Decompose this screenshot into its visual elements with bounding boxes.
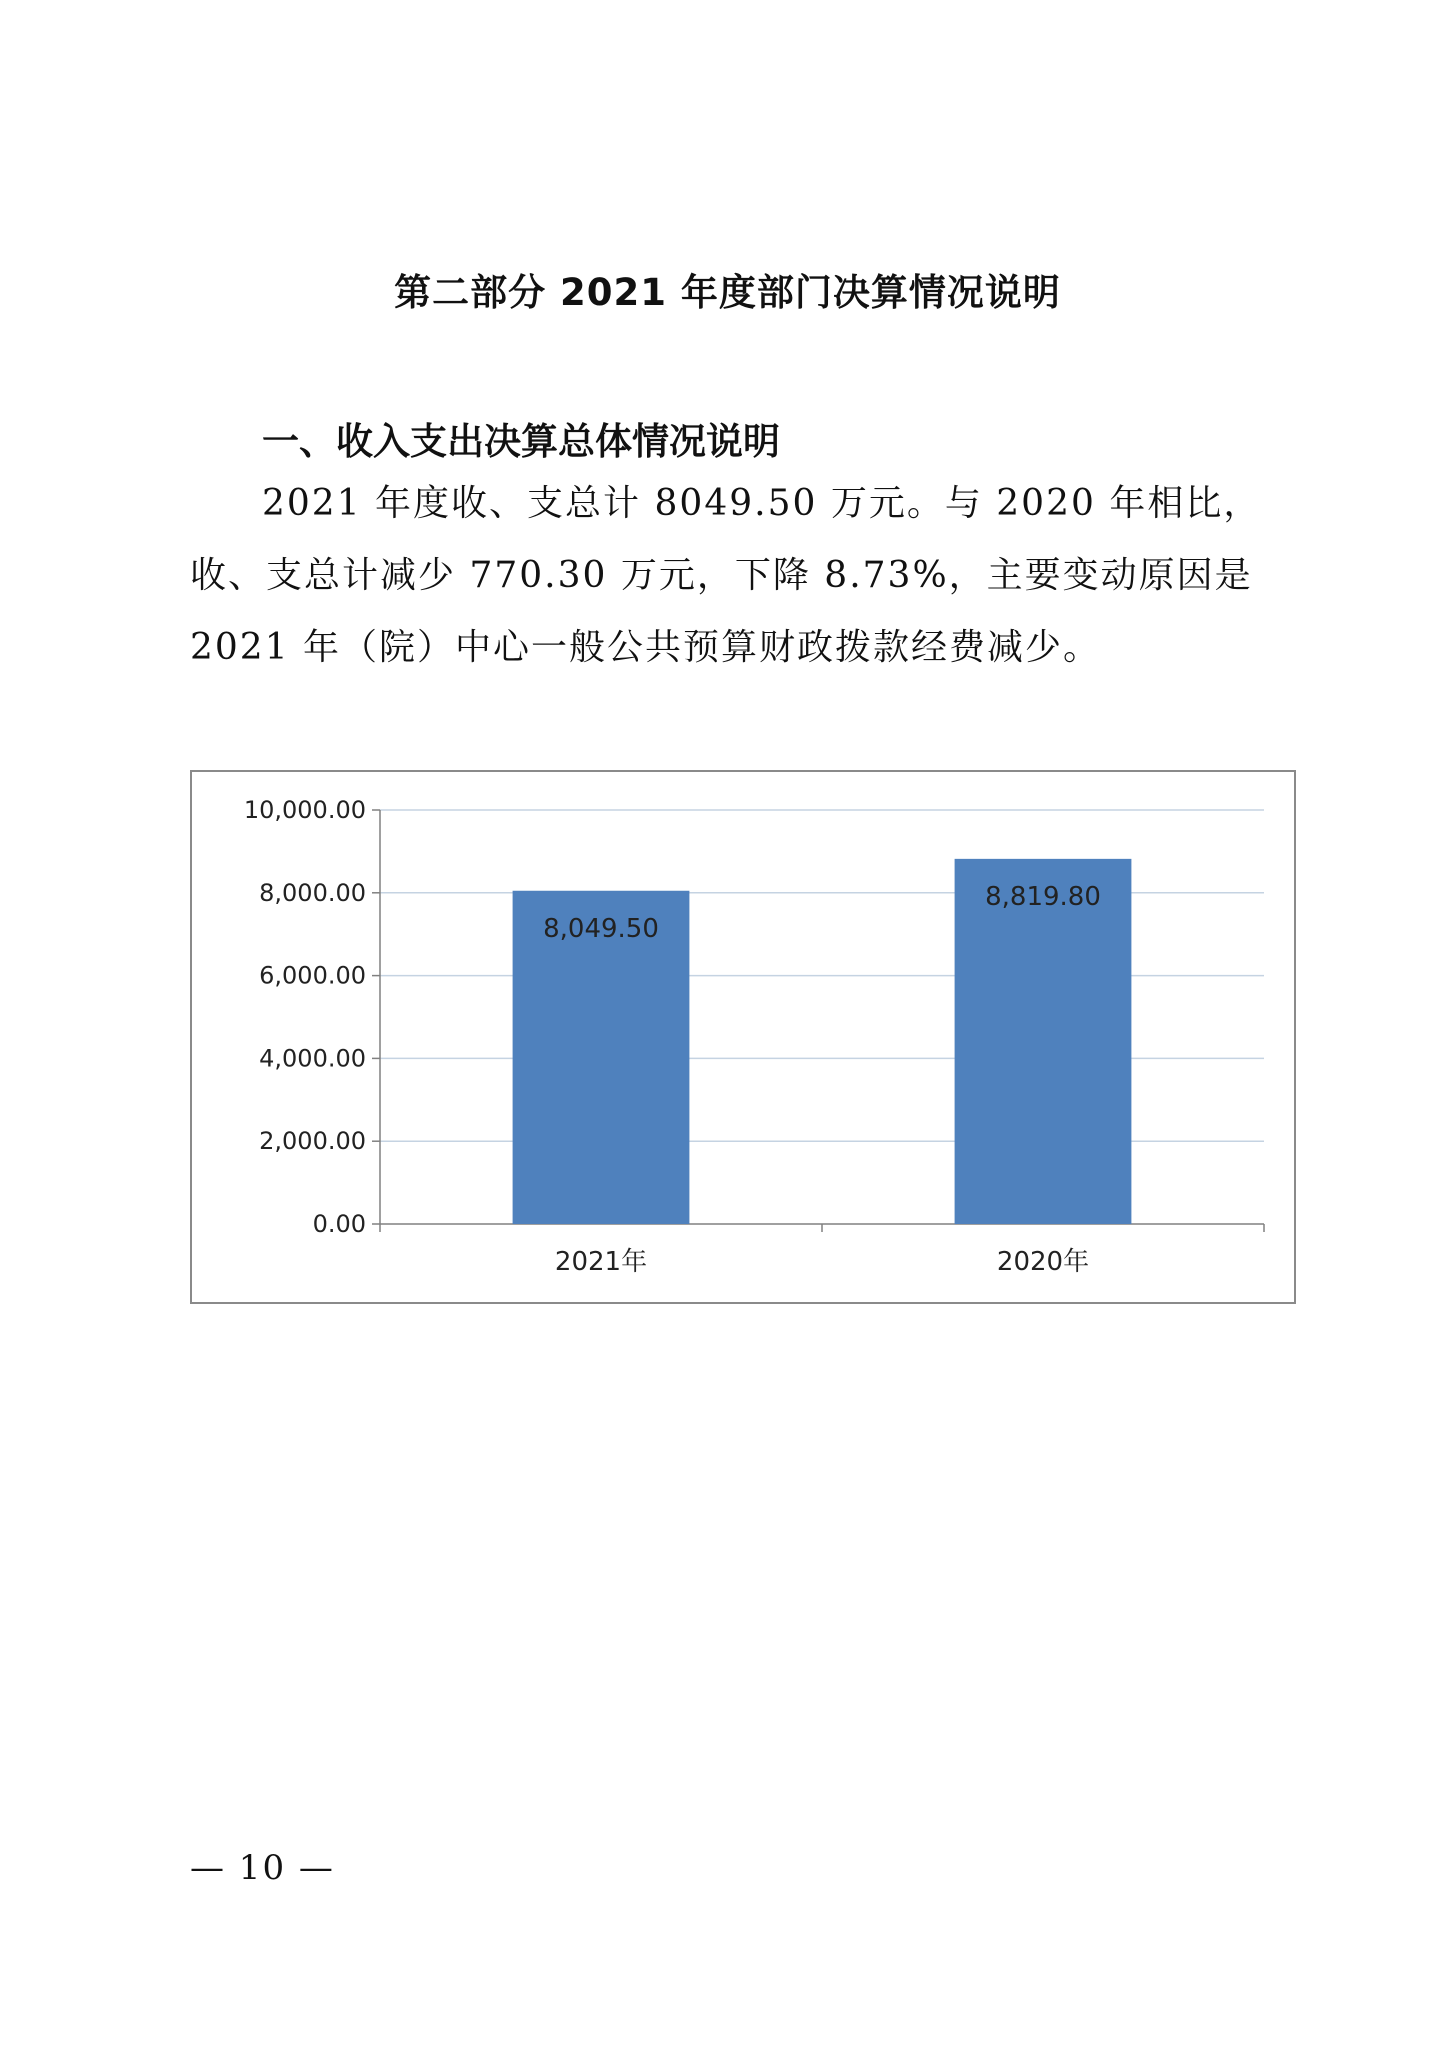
y-tick-label: 6,000.00 — [259, 961, 366, 990]
section-heading: 一、收入支出决算总体情况说明 — [262, 420, 780, 463]
page-number: — 10 — — [190, 1848, 335, 1888]
bar-data-label: 8,819.80 — [985, 881, 1101, 912]
y-tick-label: 2,000.00 — [259, 1127, 366, 1156]
body-paragraph: 2021 年度收、支总计 8049.50 万元。与 2020 年相比，收、支总计减少 770.30 万元，下降 8.73%，主要变动原因是 2021 年（院）中心一般公共预算财政拨款经费减少。 — [190, 483, 1262, 668]
y-tick-label: 0.00 — [312, 1210, 366, 1238]
y-tick-label: 8,000.00 — [259, 878, 366, 907]
bar-data-label: 8,049.50 — [543, 913, 659, 944]
bar-chart-svg — [192, 772, 1294, 1302]
x-category-label: 2020年 — [996, 1247, 1090, 1277]
y-tick-label: 4,000.00 — [259, 1044, 366, 1073]
x-category-label: 2021年 — [554, 1247, 648, 1277]
bar — [955, 859, 1132, 1224]
bar-chart — [190, 770, 1296, 1304]
page-title: 第二部分 2021 年度部门决算情况说明 — [394, 271, 1061, 314]
y-tick-label: 10,000.00 — [243, 796, 366, 824]
